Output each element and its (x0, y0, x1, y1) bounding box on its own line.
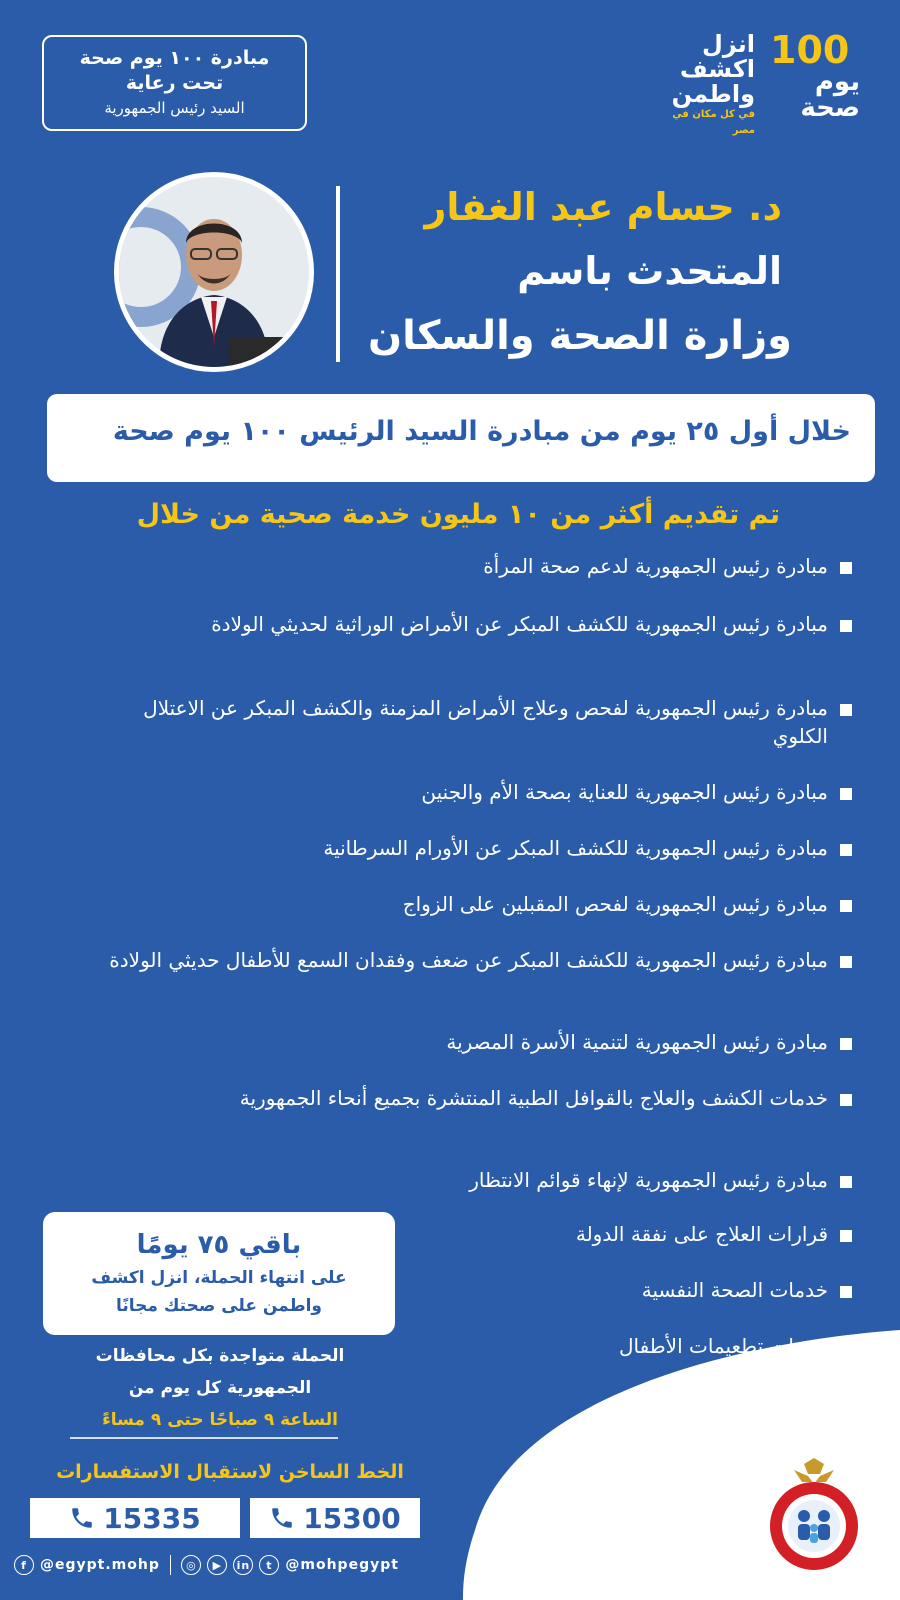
social-separator (170, 1555, 172, 1575)
list-item (268, 890, 828, 918)
hotline-number-1[interactable] (30, 1498, 240, 1538)
twitter-icon[interactable]: t (259, 1555, 279, 1575)
hotline-number-1-text: 15335 (103, 1501, 201, 1535)
patronage-line-3: السيد رئيس الجمهورية (104, 99, 245, 117)
bullet-square (840, 1038, 852, 1050)
bullet-square (840, 956, 852, 968)
instagram-icon[interactable]: ◎ (181, 1555, 201, 1575)
phone-icon (269, 1505, 295, 1531)
list-item (83, 946, 828, 974)
list-item (268, 552, 828, 580)
speaker-ministry: وزارة الصحة والسكان (367, 313, 792, 359)
patronage-line-1: مبادرة ١٠٠ يوم صحة (79, 47, 270, 69)
slogan-tagline: في كل مكان في مصر (672, 109, 755, 136)
list-item-text: مبادرة رئيس الجمهورية لإنهاء قوائم الانتظار (469, 1168, 828, 1192)
slogan-line-1: انزل (702, 30, 755, 58)
section-divider (70, 1437, 338, 1439)
list-item-text: خدمات تطعيمات الأطفال (619, 1334, 828, 1358)
bullet-square (840, 1094, 852, 1106)
hotline-number-2[interactable] (250, 1498, 420, 1538)
list-item-text: مبادرة رئيس الجمهورية للكشف المبكر عن الأمراض الوراثية لحديثي الولادة (211, 612, 828, 636)
list-item (448, 1276, 828, 1304)
bullet-square (840, 1230, 852, 1242)
bullet-square (840, 1342, 852, 1354)
speaker-name: د. حسام عبد الغفار (424, 185, 782, 229)
campaign-line-1: الحملة متواجدة بكل محافظات (95, 1346, 345, 1366)
speaker-portrait (114, 172, 314, 372)
social-handle[interactable]: @mohpegypt (285, 1557, 399, 1573)
youtube-icon[interactable]: ▶ (207, 1555, 227, 1575)
summary-heading: تم تقديم أكثر من ١٠ مليون خدمة صحية من خلال (136, 499, 780, 530)
list-item (83, 694, 828, 750)
list-item (268, 778, 828, 806)
list-item (83, 610, 828, 638)
highlight-banner (47, 394, 875, 482)
logo-word-health: صحة (800, 93, 860, 123)
days-remaining-title: باقي ٧٥ يومًا (136, 1230, 302, 1260)
days-remaining-card (43, 1212, 395, 1335)
linkedin-icon[interactable]: in (233, 1555, 253, 1575)
highlight-text: خلال أول ٢٥ يوم من مبادرة السيد الرئيس ١٠٠ يوم صحة (112, 416, 851, 447)
ministry-logo-icon (764, 1458, 864, 1574)
facebook-handle[interactable]: @egypt.mohp (40, 1557, 160, 1573)
bullet-square (840, 1286, 852, 1298)
patronage-box (42, 35, 307, 131)
campaign-hours: الساعة ٩ صباحًا حتى ٩ مساءً (102, 1410, 338, 1430)
campaign-line-2: الجمهورية كل يوم من (128, 1378, 312, 1398)
logo-word-day: يوم (814, 67, 860, 97)
bullet-square (840, 704, 852, 716)
list-item-text: مبادرة رئيس الجمهورية للكشف المبكر عن الأورام السرطانية (323, 836, 828, 860)
hotline-title: الخط الساخن لاستقبال الاستفسارات (56, 1461, 404, 1483)
bullet-square (840, 788, 852, 800)
list-item-text: خدمات الكشف والعلاج بالقوافل الطبية المنتشرة بجميع أنحاء الجمهورية (239, 1086, 828, 1110)
list-item-text: مبادرة رئيس الجمهورية للعناية بصحة الأم والجنين (421, 780, 828, 804)
speaker-role: المتحدث باسم (517, 249, 782, 293)
bullet-square (840, 620, 852, 632)
days-remaining-line-2: واطمن على صحتك مجانًا (116, 1296, 322, 1316)
list-item-text: مبادرة رئيس الجمهورية لفحص وعلاج الأمراض المزمنة والكشف المبكر عن الاعتلال الكلوي (143, 696, 828, 748)
list-item-text: خدمات الصحة النفسية (641, 1278, 828, 1302)
list-item (83, 1084, 828, 1112)
bullet-square (840, 844, 852, 856)
bullet-square (840, 900, 852, 912)
logo-number: 100 (770, 28, 850, 72)
list-item (268, 1166, 828, 1194)
list-item-text: قرارات العلاج على نفقة الدولة (575, 1222, 828, 1246)
slogan-line-2: اكشف (679, 55, 755, 83)
phone-icon (69, 1505, 95, 1531)
list-item-text: مبادرة رئيس الجمهورية لفحص المقبلين على الزواج (402, 892, 828, 916)
list-item-text: مبادرة رئيس الجمهورية للكشف المبكر عن ضعف وفقدان السمع للأطفال حديثي الولادة (109, 948, 828, 972)
person-icon (119, 177, 309, 367)
bullet-square (840, 1176, 852, 1188)
bullet-square (840, 562, 852, 574)
list-item (448, 1332, 828, 1360)
list-item (208, 834, 828, 862)
slogan-line-3: واطمن (671, 80, 755, 108)
patronage-line-2: تحت رعاية (125, 72, 224, 94)
list-item (268, 1028, 828, 1056)
list-item-text: مبادرة رئيس الجمهورية لدعم صحة المرأة (483, 554, 828, 578)
social-bar (14, 1550, 434, 1580)
hotline-number-2-text: 15300 (303, 1501, 401, 1535)
header-divider (336, 186, 340, 362)
campaign-info (40, 1340, 400, 1436)
list-item (448, 1220, 828, 1248)
list-item-text: مبادرة رئيس الجمهورية لتنمية الأسرة المصرية (446, 1030, 828, 1054)
days-remaining-line-1: على انتهاء الحملة، انزل اكشف (91, 1268, 347, 1288)
campaign-slogan (655, 32, 755, 139)
facebook-icon[interactable]: f (14, 1555, 34, 1575)
